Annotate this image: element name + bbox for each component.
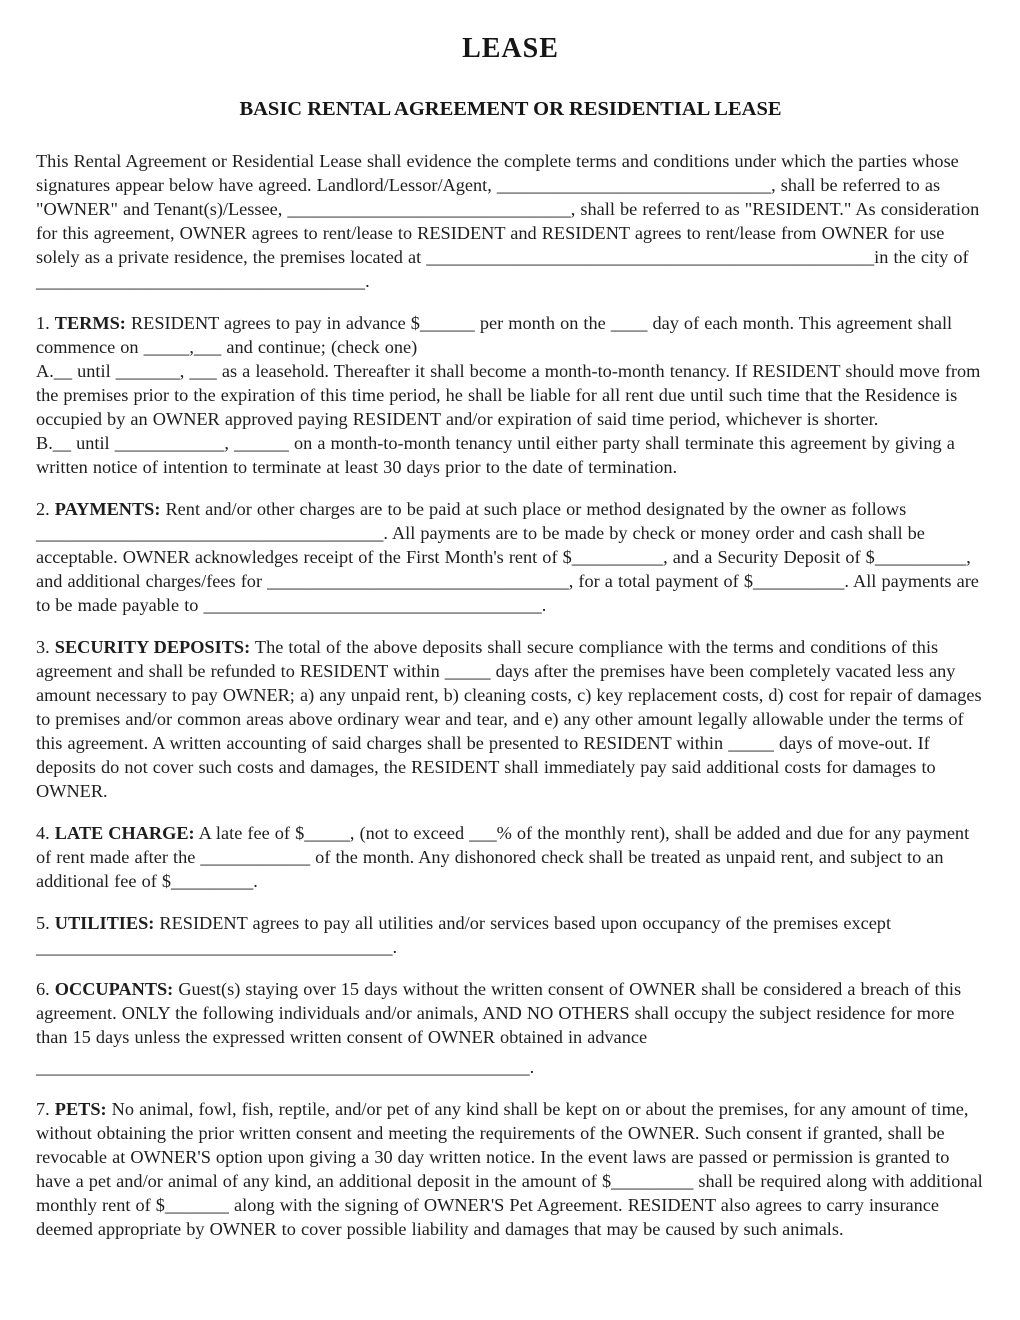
blank-field: __________ xyxy=(752,571,845,591)
text-run: until xyxy=(72,361,116,381)
text-run: RESIDENT agrees to pay in advance $ xyxy=(125,313,420,333)
section-heading: PAYMENTS: xyxy=(54,499,161,519)
text-run: RESIDENT agrees to pay all utilities and/or services based upon occupancy of the premises except xyxy=(154,913,892,933)
text-run: , for a total payment of $ xyxy=(568,571,753,591)
text-run: This Rental Agreement or Residential Lease shall evidence the complete terms and conditions under which the parties whose signatures appear below have agreed. Landlord/Lessor/Agent, xyxy=(36,151,959,195)
blank-field: __ xyxy=(53,361,73,381)
blank-field: ______________________________ xyxy=(496,175,772,195)
text-run: on a month-to-month tenancy until either party shall terminate this agreement by giving a written notice of intention to terminate at least 30 days prior to the date of termination. xyxy=(36,433,955,477)
section-4-late-charge xyxy=(36,821,985,893)
text-run: of the month. Any dishonored check shall be treated as unpaid rent, and subject to an additional fee of $ xyxy=(36,847,944,891)
text-run: shall be required along with additional monthly rent of $ xyxy=(36,1171,983,1215)
section-3-security-deposits xyxy=(36,635,985,803)
text-run: 1. xyxy=(36,313,55,333)
section-heading: LATE CHARGE: xyxy=(54,823,195,843)
text-run: along with the signing of OWNER'S Pet Agreement. RESIDENT also agrees to carry insurance deemed appropriate by OWNER to cover possible liability and damages that may be caused by such animals. xyxy=(36,1195,940,1239)
text-run: A. xyxy=(36,361,54,381)
text-run: , and additional charges/fees for xyxy=(36,547,971,591)
text-run: . All payments are to be made by check or money order and cash shall be acceptable. OWNER acknowledges receipt of the First Month's rent of $ xyxy=(36,523,925,567)
blank-field: ____________ xyxy=(200,847,311,867)
section-7-pets xyxy=(36,1097,985,1241)
text-run: 7. xyxy=(36,1099,55,1119)
blank-field: ____ xyxy=(610,313,648,333)
text-run: . All payments are to be made payable to xyxy=(36,571,979,615)
blank-field: _________________________________________________ xyxy=(426,247,875,267)
text-run: , shall be referred to as "OWNER" and Tenant(s)/Lessee, xyxy=(36,175,941,219)
blank-field: __________ xyxy=(874,547,967,567)
text-run: and continue; (check one) xyxy=(221,337,418,357)
text-run: days after the premises have been completely vacated less any amount necessary to pay OWNER; a) any unpaid rent, b) cleaning costs, c) key replacement costs, d) cost for repair of damages to premises and/or common areas above ordinary wear and tear, and e) any other amount legally allowable under the terms of this agreement. A written accounting of said charges shall be presented to RESIDENT within xyxy=(36,661,982,753)
blank-field: _________ xyxy=(611,1171,694,1191)
intro-paragraph xyxy=(36,149,985,293)
section-heading: UTILITIES: xyxy=(54,913,155,933)
text-run: per month on the xyxy=(474,313,611,333)
section-2-payments xyxy=(36,497,985,617)
text-run: 6. xyxy=(36,979,55,999)
section-heading: TERMS: xyxy=(54,313,126,333)
text-run: as a leasehold. Thereafter it shall become a month-to-month tenancy. If RESIDENT should move from the premises prior to the expiration of this time period, he shall be liable for all rent due until such time that the Residence is occupied by an OWNER approved paying RESIDENT and/or expiration of said time period, whichever is shorter. xyxy=(36,361,981,429)
text-run: B. xyxy=(36,433,53,453)
text-run: No animal, fowl, fish, reptile, and/or pet of any kind shall be kept on or about the premises, for any amount of time, without obtaining the prior written consent and meeting the requirements of the OWNER. Such consent if granted, shall be revocable at OWNER'S option upon giving a 30 day written notice. In the event laws are passed or permission is granted to have a pet and/or animal of any kind, an additional deposit in the amount of $ xyxy=(36,1099,969,1191)
blank-field: __ xyxy=(52,433,72,453)
section-1-option-b xyxy=(36,431,985,479)
text-run: in the city of xyxy=(874,247,969,267)
blank-field: ______________________________________ xyxy=(36,523,384,543)
blank-field: _______________________________________ xyxy=(36,937,393,957)
document-subtitle: BASIC RENTAL AGREEMENT OR RESIDENTIAL LEASE xyxy=(239,98,782,120)
text-run: A late fee of $ xyxy=(194,823,305,843)
text-run: 5. xyxy=(36,913,55,933)
blank-field: ____________________________________ xyxy=(36,271,366,291)
text-run: The total of the above deposits shall secure compliance with the terms and conditions of this agreement and shall be refunded to RESIDENT within xyxy=(36,637,939,681)
blank-field: _______________________________ xyxy=(287,199,571,219)
text-run: % of the monthly rent), shall be added and due for any payment of rent made after the xyxy=(36,823,970,867)
text-run: , xyxy=(179,361,190,381)
blank-field: __________ xyxy=(571,547,664,567)
blank-field: _________________________________ xyxy=(267,571,569,591)
section-heading: SECURITY DEPOSITS: xyxy=(54,637,251,657)
text-run: , (not to exceed xyxy=(349,823,470,843)
text-run: days of move-out. If deposits do not cover such costs and damages, the RESIDENT shall immediately pay said additional costs for damages to OWNER. xyxy=(36,733,936,801)
blank-field: ______________________________________________________ xyxy=(36,1057,530,1077)
blank-field: ____________ xyxy=(114,433,225,453)
text-run: 3. xyxy=(36,637,55,657)
document-body xyxy=(36,149,985,1241)
blank-field: _______ xyxy=(164,1195,229,1215)
blank-field: _____ xyxy=(728,733,774,753)
section-heading: PETS: xyxy=(54,1099,107,1119)
text-run: . xyxy=(541,595,547,615)
text-run: . xyxy=(365,271,370,291)
blank-field: ___ xyxy=(189,361,217,381)
section-6-occupants xyxy=(36,977,985,1049)
text-run: Guest(s) staying over 15 days without the written consent of OWNER shall be considered a breach of this agreement. ONLY the following individuals and/or animals, AND NO OTHERS shall occupy the subject residence for more than 15 days unless the expressed written consent of OWNER obtained in advance xyxy=(36,979,962,1047)
text-run: 4. xyxy=(36,823,55,843)
blank-field: _____ xyxy=(444,661,491,681)
text-run: . xyxy=(253,871,258,891)
blank-field: _____ xyxy=(143,337,190,357)
text-run: 2. xyxy=(36,499,55,519)
text-run: , and a Security Deposit of $ xyxy=(663,547,875,567)
text-run: . xyxy=(529,1057,535,1077)
text-run: , shall be referred to as "RESIDENT." As consideration for this agreement, OWNER agrees to rent/lease to RESIDENT and RESIDENT agrees to rent/lease from OWNER for use solely as a private residence, the premises located at xyxy=(36,199,980,267)
section-5-utilities xyxy=(36,911,985,959)
blank-field: ______ xyxy=(419,313,475,333)
blank-field: _____ xyxy=(304,823,350,843)
blank-field: ___ xyxy=(193,337,222,357)
section-heading: OCCUPANTS: xyxy=(54,979,174,999)
section-1-terms xyxy=(36,311,985,359)
blank-field: ___ xyxy=(469,823,497,843)
text-run: until xyxy=(71,433,115,453)
blank-field: _______ xyxy=(115,361,180,381)
section-6-occupants-blank xyxy=(36,1055,985,1079)
text-run: , xyxy=(189,337,194,357)
blank-field: _____________________________________ xyxy=(203,595,542,615)
document-title: LEASE xyxy=(462,33,559,64)
text-run: Rent and/or other charges are to be paid at such place or method designated by the owner as follows xyxy=(160,499,907,519)
text-run: , xyxy=(224,433,235,453)
blank-field: ______ xyxy=(234,433,289,453)
blank-field: _________ xyxy=(171,871,254,891)
section-1-option-a xyxy=(36,359,985,431)
text-run: day of each month. This agreement shall commence on xyxy=(36,313,953,357)
text-run: . xyxy=(392,937,398,957)
